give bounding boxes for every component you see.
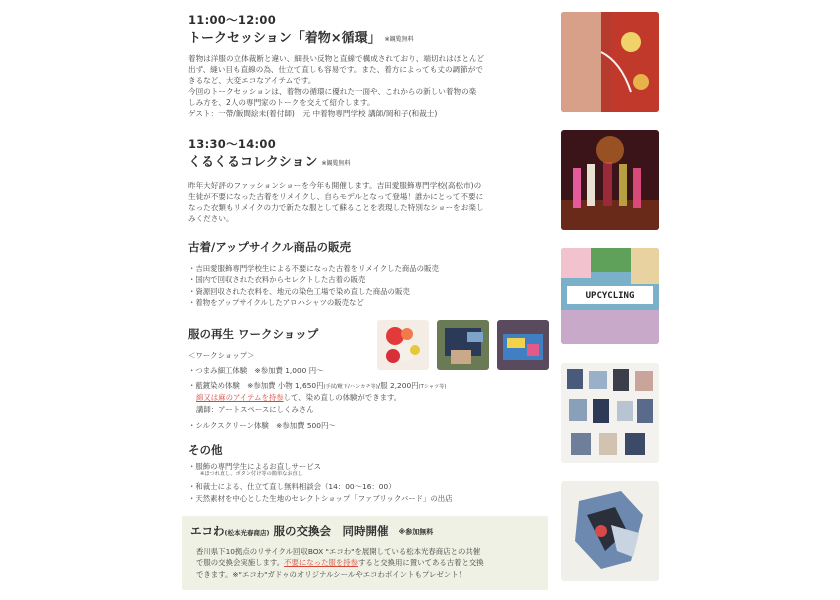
workshop-item-tsumami: ・つまみ細工体験 ※参加費 1,000 円〜: [188, 366, 324, 375]
session1-title: [188, 27, 414, 46]
session2-title-text: くるくるコレクション: [188, 155, 318, 170]
exchange-line2-end: すると交換用に置いてある古着と交換: [358, 558, 484, 568]
exchange-note: ※参加無料: [398, 527, 434, 536]
other-item-repair-note: ※ほつれ直し、ボタン付け等の簡単なお直し: [200, 471, 303, 477]
session1-desc-line: 着物は洋服の立体裁断と違い、細長い反物と直線で構成されており、端切れはほとんど: [188, 54, 485, 63]
workshop-item-silkscreen: ・シルクスクリーン体験 ※参加費 500円〜: [188, 421, 336, 430]
exchange-title-ecowa: エコわ: [190, 524, 225, 538]
list-item: ・国内で回収された衣料からセレクトした古着の販売: [188, 275, 366, 285]
workshop-teacher: 講師：アートスペースにしくみさん: [196, 405, 314, 414]
fashion-show-photo: [561, 130, 659, 230]
other-item-repair: ・服飾の専門学生によるお直しサービス: [188, 462, 322, 471]
session1-note: ※観覧無料: [384, 36, 414, 43]
exchange-bring-clothes: 不要になった服を持参: [284, 558, 359, 568]
tsumami-photo: [377, 320, 429, 370]
session2-desc-line: みください。: [188, 214, 234, 223]
session1-desc-line: 出ず、縫い目も直線の為、仕立て直しも容易です。また、着方によっても丈の調節がで: [188, 65, 483, 74]
upcycling-photo: [561, 248, 659, 344]
exchange-desc: [196, 546, 484, 580]
exchange-line: [196, 557, 484, 568]
exchange-title-main: 服の交換会 同時開催: [273, 524, 389, 538]
aizome-price-clothes: /服 2,200円: [377, 381, 419, 390]
session1-desc-line: きるなど、大変エコなアイテムです。: [188, 76, 316, 85]
session2-time: 13:30〜14:00: [188, 137, 277, 151]
other-item-consult: ・和裁士による、仕立て直し無料相談会（14：00〜16：00）: [188, 482, 396, 491]
other-heading: その他: [188, 443, 223, 457]
exchange-line: 香川県下10拠点のリサイクル回収BOX "エコわ"を展開している松本光春商店との共催: [196, 547, 481, 556]
session2-note: ※観覧無料: [321, 160, 351, 167]
session1-title-text: トークセッション「着物×循環」: [188, 31, 381, 46]
upcycling-sign: UPCYCLING: [585, 291, 635, 301]
session1-desc-line: しみ方を、2人の専門家のトークを交えて紹介します。: [188, 98, 375, 107]
session2-desc-line: 昨年大好評のファッションショーを今年も開催します。吉田愛服飾専門学校(高松市)の: [188, 181, 482, 190]
session1-guest: ゲスト：一帶/飯間絵未(着付師) 元 中着物専門学校 講師/岡和子(和裁士): [188, 109, 438, 118]
session1-desc-line: 今回のトークセッションは、着物の循環に優れた一面や、これからの新しい着物の楽: [188, 87, 477, 96]
exchange-title-shop: (松本光春商店): [224, 529, 270, 537]
aizome-price-small: ・藍鍍染め体験 ※参加費 小物 1,650円: [188, 381, 324, 390]
clothes-pile-photo: [561, 481, 659, 581]
aizome-note-small: (手拭/靴下/ハンカチ等): [323, 384, 378, 390]
workshop-heading: 服の再生 ワークショップ: [188, 327, 319, 341]
clothes-flatlay-photo: [561, 363, 659, 463]
session1-time: 11:00〜12:00: [188, 13, 277, 27]
workshop-sub: ＜ワークショップ＞: [188, 351, 255, 360]
list-item: ・資源回収された衣料を、地元の染色工場で染め直した商品の販売: [188, 286, 410, 296]
aizome-bring-item: 綿又は麻のアイテムを持参: [196, 393, 284, 402]
exchange-line2-start: で服の交換会実施します。: [196, 558, 285, 568]
exchange-title: [190, 523, 433, 539]
session2-title: [188, 151, 351, 170]
sales-list: [188, 263, 439, 308]
session1-description: [188, 53, 538, 119]
aizome-detail-rest: して、染め直しの体験ができます。: [283, 393, 402, 402]
list-item: ・着物をアップサイクルしたアロハシャツの販売など: [188, 297, 364, 307]
silkscreen-photo: [497, 320, 549, 370]
kimono-photo: [561, 12, 659, 112]
session2-description: [188, 180, 538, 224]
workshop-aizome-detail: [196, 392, 401, 403]
sales-heading: 古着/アップサイクル商品の販売: [188, 240, 352, 254]
exchange-line: できます。※"エコわ"ガドゥのオリジナルシールやエコわポイントもプレゼント！: [196, 569, 466, 579]
session2-desc-line: 生徒が不要になった古着をリメイクし、自らモデルとなって登場！誰かにとって不要に: [188, 192, 484, 201]
aizome-note-clothes: (Tシャツ等): [418, 384, 447, 390]
aizome-photo: [437, 320, 489, 370]
other-item-shop: ・天然素材を中心とした生地のセレクトショップ「ファブリックバード」の出店: [188, 494, 453, 503]
list-item: ・吉田愛服飾専門学校生による不要になった古着をリメイクした商品の販売: [188, 264, 439, 273]
session2-desc-line: なった衣類もリメイクの力で新たな服として蘇ることを表現した特別なショーをお楽し: [188, 203, 484, 212]
